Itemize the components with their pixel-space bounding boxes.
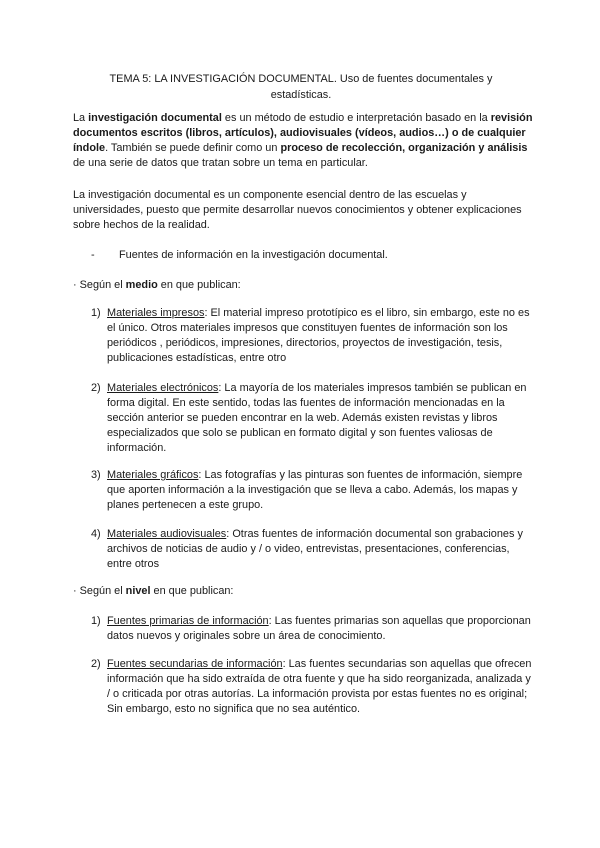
list-item-body <box>107 381 535 456</box>
list-item-body <box>107 306 535 366</box>
list-number: 1) <box>91 615 101 627</box>
intro-bold-1: investigación documental <box>88 112 222 124</box>
section-medio-suffix: en que publican: <box>157 279 241 291</box>
section-medio-prefix: · Según el <box>73 279 126 291</box>
list-item-term: Materiales electrónicos <box>107 382 219 394</box>
section-nivel-prefix: · Según el <box>73 585 126 597</box>
section-heading-nivel <box>73 584 233 599</box>
intro-text-3: . También se puede definir como un <box>105 142 281 154</box>
page-title: TEMA 5: LA INVESTIGACIÓN DOCUMENTAL. Uso de fuentes documentales y estadísticas. <box>109 73 493 101</box>
list-item-term: Materiales audiovisuales <box>107 528 227 540</box>
list-item-term: Materiales impresos <box>107 307 205 319</box>
list-item-text: : Las fotografías y las pinturas son fuentes de información, siempre que aporten información a la investigación que se lleva a cabo. Además, los mapas y planes pertenecen a este grupo. <box>107 469 523 511</box>
intro-bold-2: revisión documentos escritos (libros, artículos), audiovisuales (vídeos, audios…) o de cualquier índole <box>73 112 533 154</box>
list-item-body <box>107 657 535 717</box>
intro-text-1: La <box>73 112 89 124</box>
list-item-text: : La mayoría de los materiales impresos también se publican en forma digital. En este sentido, todas las fuentes de información mencionadas en la sección anterior se pueden encontrar en la web. Además existen revistas y libros especializados que solo se publican en formato digital y son fuentes valiosas de información. <box>107 382 527 454</box>
list-number: 2) <box>91 382 101 394</box>
list-item-text: : El material impreso prototípico es el libro, sin embargo, este no es el único. Otros materiales impresos que constituyen fuentes de información son los periódicos , periódicos, impresiones, directorios, proyectos de investigación, tesis, publicaciones estadísticas, entre otro <box>107 307 530 364</box>
second-paragraph: La investigación documental es un componente esencial dentro de las escuelas y universidades, puesto que permite desarrollar nuevos conocimientos y obtener explicaciones sobre hechos de la realidad. <box>73 189 522 231</box>
list-number: 3) <box>91 469 101 481</box>
section-nivel-bold: nivel <box>125 585 151 597</box>
intro-paragraph <box>73 111 533 171</box>
list-number: 2) <box>91 658 101 670</box>
intro-text-4: de una serie de datos que tratan sobre un tema en particular. <box>73 157 368 169</box>
intro-bold-3: proceso de recolección, organización y análisis <box>280 142 528 154</box>
dash-bullet: - <box>91 249 95 261</box>
section-medio-bold: medio <box>125 279 158 291</box>
list-item-text: : Otras fuentes de información documental son grabaciones y archivos de noticias de audio y / o video, entrevistas, presentaciones, conferencias, entre otros <box>107 528 523 570</box>
list-item-text: : Las fuentes secundarias son aquellas que ofrecen información que ha sido extraída de otra fuente y que ha sido reorganizada, analizada y / o criticada por otras autorías. La información provista por estas fuentes no es original; Sin embargo, esto no significa que no sea auténtico. <box>107 658 532 715</box>
list-item-term: Fuentes primarias de información <box>107 615 269 627</box>
list-item-body <box>107 614 535 644</box>
section-heading-medio <box>73 278 241 293</box>
list-item-body <box>107 527 535 572</box>
intro-text-2: es un método de estudio e interpretación basado en la <box>221 112 491 124</box>
list-item-term: Fuentes secundarias de información <box>107 658 283 670</box>
list-number: 4) <box>91 528 101 540</box>
list-item-term: Materiales gráficos <box>107 469 199 481</box>
list-item-text: : Las fuentes primarias son aquellas que proporcionan datos nuevos y originales sobre un área de conocimiento. <box>107 615 531 642</box>
section-nivel-suffix: en que publican: <box>150 585 234 597</box>
list-number: 1) <box>91 307 101 319</box>
dash-item-text: Fuentes de información en la investigación documental. <box>119 249 388 261</box>
list-item-body <box>107 468 535 513</box>
